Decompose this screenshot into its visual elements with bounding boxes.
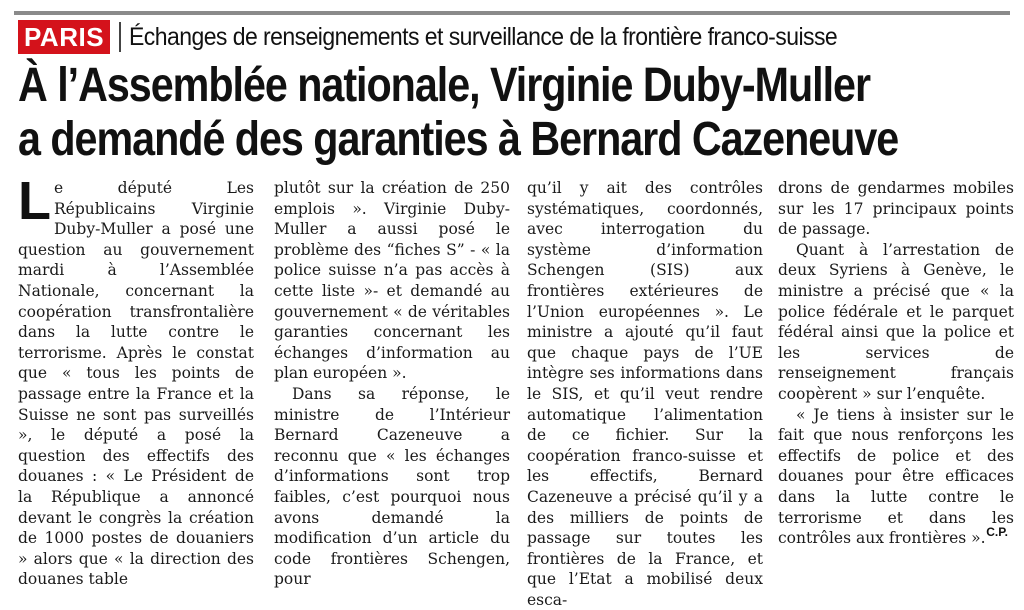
drop-cap: L	[18, 171, 51, 231]
paragraph: Quant à l’arrestation de deux Syriens à Genève, le ministre a précisé que « la police fédérale et le parquet fédéral ainsi que la police et les services de renseignement français coopèrent » sur l’enquête.	[778, 240, 1014, 403]
paragraph	[18, 171, 254, 590]
article-body	[18, 171, 1014, 609]
paragraph-text: e député Les Républicains Virginie Duby-Muller a posé une question au gouvernement mardi à l’Assemblée Nationale, concernant la coopération transfrontalière dans la lutte contre le terrorisme. Après le constat que « tous les points de passage entre la France et la Suisse ne sont pas surveillés », le député a posé la question des effectifs des douanes : « Le Président de la République a annoncé devant le congrès la création de 1000 postes de douaniers » alors que « la direction des douanes table	[18, 179, 254, 589]
kicker	[18, 20, 899, 54]
headline-line-1: À l’Assemblée nationale, Virginie Duby-Muller	[18, 59, 871, 112]
column-2	[274, 178, 510, 589]
column-3	[527, 178, 763, 609]
paragraph: drons de gendarmes mobiles sur les 17 principaux points de passage.	[778, 179, 1014, 239]
author-signature: C.P.	[986, 525, 1008, 539]
headline	[18, 59, 1018, 167]
city-label: PARIS	[18, 20, 110, 54]
top-rule	[14, 11, 1010, 15]
headline-line-2: a demandé des garanties à Bernard Cazeneuve	[18, 113, 899, 166]
kicker-separator	[119, 22, 121, 52]
column-4	[778, 178, 1014, 548]
kicker-text: Échanges de renseignements et surveillance de la frontière franco-suisse	[129, 22, 838, 51]
paragraph: Dans sa réponse, le ministre de l’Intérieur Bernard Cazeneuve a reconnu que « les échanges d’informations sont trop faibles, c’est pourquoi nous avons demandé la modification d’un article du code frontières Schengen, pour	[274, 384, 510, 589]
paragraph: « Je tiens à insister sur le fait que nous renforçons les effectifs de police et des douanes pour être efficaces dans la lutte contre le terrorisme et dans les contrôles aux frontières ».	[778, 405, 1014, 548]
column-1	[18, 171, 254, 589]
paragraph: plutôt sur la création de 250 emplois ». Virginie Duby-Muller a aussi posé le problème des “fiches S” - « la police suisse n’a pas accès à cette liste »- et demandé au gouvernement « de véritables garanties concernant les échanges d’information au plan européen ».	[274, 179, 510, 383]
paragraph: qu’il y ait des contrôles systématiques, coordonnés, avec interrogation du système d’information Schengen (SIS) aux frontières extérieures de l’Union européennes ». Le ministre a ajouté qu’il faut que chaque pays de l’UE intègre ses informations dans le SIS, et qu’il veut rendre automatique l’alimentation de ce fichier. Sur la coopération franco-suisse et les effectifs, Bernard Cazeneuve a précisé qu’il y a des milliers de points de passage sur toutes les frontières de la France, et que l’Etat a mobilisé deux esca-	[527, 179, 763, 609]
